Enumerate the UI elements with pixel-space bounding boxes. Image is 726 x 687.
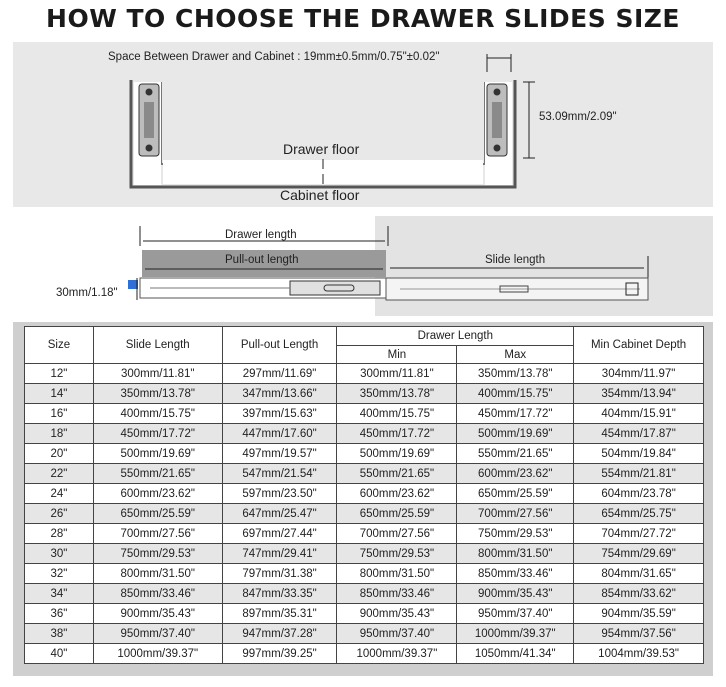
table-row [25, 544, 704, 564]
header-slide-length: Slide Length [93, 327, 222, 364]
cell-slide-length: 650mm/25.59" [93, 504, 222, 524]
cell-slide-length: 400mm/15.75" [93, 404, 222, 424]
drawer-length-label: Drawer length [225, 229, 297, 241]
cell-drawer-min: 650mm/25.59" [337, 504, 457, 524]
header-size: Size [25, 327, 94, 364]
cell-slide-length: 700mm/27.56" [93, 524, 222, 544]
cell-slide-length: 750mm/29.53" [93, 544, 222, 564]
cell-drawer-min: 700mm/27.56" [337, 524, 457, 544]
cell-size: 24" [25, 484, 94, 504]
size-table-panel [13, 322, 713, 676]
size-table [24, 326, 704, 664]
cell-pullout-length: 897mm/35.31" [222, 604, 337, 624]
cell-drawer-max: 1000mm/39.37" [457, 624, 574, 644]
cell-min-cabinet-depth: 354mm/13.94" [574, 384, 704, 404]
cell-drawer-max: 400mm/15.75" [457, 384, 574, 404]
cell-size: 28" [25, 524, 94, 544]
cell-slide-length: 850mm/33.46" [93, 584, 222, 604]
header-min: Min [337, 346, 457, 364]
cell-drawer-min: 900mm/35.43" [337, 604, 457, 624]
cell-pullout-length: 547mm/21.54" [222, 464, 337, 484]
table-row [25, 604, 704, 624]
cell-drawer-max: 850mm/33.46" [457, 564, 574, 584]
cell-drawer-max: 500mm/19.69" [457, 424, 574, 444]
slide-width-label: 30mm/1.18" [56, 287, 118, 299]
cabinet-floor-label: Cabinet floor [280, 187, 360, 203]
cell-drawer-max: 450mm/17.72" [457, 404, 574, 424]
table-row [25, 424, 704, 444]
table-row [25, 384, 704, 404]
table-row [25, 524, 704, 544]
page-title: HOW TO CHOOSE THE DRAWER SLIDES SIZE [46, 4, 680, 33]
cell-pullout-length: 997mm/39.25" [222, 644, 337, 664]
cell-min-cabinet-depth: 404mm/15.91" [574, 404, 704, 424]
cell-size: 14" [25, 384, 94, 404]
cell-size: 38" [25, 624, 94, 644]
cell-min-cabinet-depth: 304mm/11.97" [574, 364, 704, 384]
table-body [25, 364, 704, 664]
cell-pullout-length: 797mm/31.38" [222, 564, 337, 584]
cell-drawer-min: 350mm/13.78" [337, 384, 457, 404]
cell-min-cabinet-depth: 854mm/33.62" [574, 584, 704, 604]
cell-drawer-max: 700mm/27.56" [457, 504, 574, 524]
cell-min-cabinet-depth: 754mm/29.69" [574, 544, 704, 564]
table-row [25, 464, 704, 484]
slide-length-drawing [0, 0, 726, 322]
cell-drawer-max: 800mm/31.50" [457, 544, 574, 564]
cell-slide-length: 1000mm/39.37" [93, 644, 222, 664]
cell-min-cabinet-depth: 604mm/23.78" [574, 484, 704, 504]
table-row [25, 444, 704, 464]
cell-size: 22" [25, 464, 94, 484]
cell-min-cabinet-depth: 904mm/35.59" [574, 604, 704, 624]
cell-pullout-length: 347mm/13.66" [222, 384, 337, 404]
cell-drawer-max: 650mm/25.59" [457, 484, 574, 504]
header-max: Max [457, 346, 574, 364]
cell-slide-length: 300mm/11.81" [93, 364, 222, 384]
cell-slide-length: 900mm/35.43" [93, 604, 222, 624]
cell-pullout-length: 397mm/15.63" [222, 404, 337, 424]
cell-size: 32" [25, 564, 94, 584]
cell-pullout-length: 747mm/29.41" [222, 544, 337, 564]
cell-size: 36" [25, 604, 94, 624]
cell-size: 40" [25, 644, 94, 664]
cell-drawer-max: 600mm/23.62" [457, 464, 574, 484]
cell-drawer-max: 900mm/35.43" [457, 584, 574, 604]
cell-pullout-length: 697mm/27.44" [222, 524, 337, 544]
cell-min-cabinet-depth: 504mm/19.84" [574, 444, 704, 464]
cell-drawer-min: 750mm/29.53" [337, 544, 457, 564]
cell-drawer-min: 600mm/23.62" [337, 484, 457, 504]
cell-drawer-min: 550mm/21.65" [337, 464, 457, 484]
cell-slide-length: 950mm/37.40" [93, 624, 222, 644]
cell-size: 34" [25, 584, 94, 604]
cell-drawer-max: 550mm/21.65" [457, 444, 574, 464]
cell-min-cabinet-depth: 704mm/27.72" [574, 524, 704, 544]
cell-min-cabinet-depth: 654mm/25.75" [574, 504, 704, 524]
cell-drawer-max: 950mm/37.40" [457, 604, 574, 624]
cell-size: 30" [25, 544, 94, 564]
cell-drawer-min: 800mm/31.50" [337, 564, 457, 584]
cell-slide-length: 800mm/31.50" [93, 564, 222, 584]
pullout-length-label: Pull-out length [225, 254, 299, 266]
cell-slide-length: 450mm/17.72" [93, 424, 222, 444]
cell-slide-length: 550mm/21.65" [93, 464, 222, 484]
cell-drawer-min: 950mm/37.40" [337, 624, 457, 644]
cell-min-cabinet-depth: 804mm/31.65" [574, 564, 704, 584]
cell-size: 12" [25, 364, 94, 384]
cell-drawer-min: 400mm/15.75" [337, 404, 457, 424]
cell-drawer-min: 500mm/19.69" [337, 444, 457, 464]
header-pullout-length: Pull-out Length [222, 327, 337, 364]
cell-drawer-min: 850mm/33.46" [337, 584, 457, 604]
cell-size: 26" [25, 504, 94, 524]
table-row [25, 364, 704, 384]
cell-size: 16" [25, 404, 94, 424]
cell-slide-length: 500mm/19.69" [93, 444, 222, 464]
header-drawer-length: Drawer Length [337, 327, 574, 346]
cell-drawer-max: 1050mm/41.34" [457, 644, 574, 664]
cell-slide-length: 600mm/23.62" [93, 484, 222, 504]
cell-drawer-min: 300mm/11.81" [337, 364, 457, 384]
header-min-cabinet-depth: Min Cabinet Depth [574, 327, 704, 364]
cell-size: 20" [25, 444, 94, 464]
cell-drawer-max: 350mm/13.78" [457, 364, 574, 384]
height-label: 53.09mm/2.09" [539, 111, 617, 123]
cell-size: 18" [25, 424, 94, 444]
cell-slide-length: 350mm/13.78" [93, 384, 222, 404]
cell-pullout-length: 847mm/33.35" [222, 584, 337, 604]
table-row [25, 484, 704, 504]
cell-pullout-length: 947mm/37.28" [222, 624, 337, 644]
cell-min-cabinet-depth: 954mm/37.56" [574, 624, 704, 644]
cell-pullout-length: 597mm/23.50" [222, 484, 337, 504]
table-row [25, 624, 704, 644]
drawer-floor-label: Drawer floor [283, 141, 360, 157]
table-row [25, 404, 704, 424]
cell-pullout-length: 497mm/19.57" [222, 444, 337, 464]
slide-length-label: Slide length [485, 254, 546, 266]
cell-min-cabinet-depth: 1004mm/39.53" [574, 644, 704, 664]
cell-drawer-min: 450mm/17.72" [337, 424, 457, 444]
cell-pullout-length: 297mm/11.69" [222, 364, 337, 384]
gap-label: Space Between Drawer and Cabinet : 19mm±0.5mm/0.75"±0.02" [108, 51, 440, 63]
table-row [25, 644, 704, 664]
table-row [25, 584, 704, 604]
cell-pullout-length: 647mm/25.47" [222, 504, 337, 524]
table-row [25, 564, 704, 584]
cell-min-cabinet-depth: 554mm/21.81" [574, 464, 704, 484]
cell-drawer-min: 1000mm/39.37" [337, 644, 457, 664]
table-row [25, 504, 704, 524]
cell-pullout-length: 447mm/17.60" [222, 424, 337, 444]
cell-drawer-max: 750mm/29.53" [457, 524, 574, 544]
cell-min-cabinet-depth: 454mm/17.87" [574, 424, 704, 444]
